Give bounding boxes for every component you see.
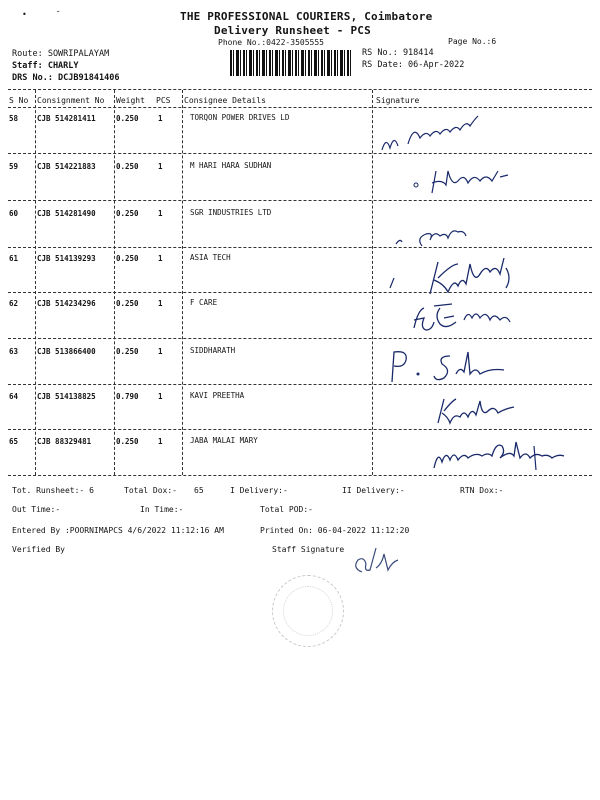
row-sno: 63 [9, 347, 19, 356]
corner-mark: • ˘ [22, 10, 61, 19]
row-pcs: 1 [158, 437, 163, 446]
runsheet-subtitle: Delivery Runsheet - PCS [214, 24, 371, 37]
row-consignee: M HARI HARA SUDHAN [190, 161, 272, 170]
company-title: THE PROFESSIONAL COURIERS, Coimbatore [180, 10, 433, 23]
signature-62 [410, 298, 530, 338]
staff-label: Staff: CHARLY [12, 61, 79, 71]
row-weight: 0.250 [116, 299, 139, 308]
row-consignment: CJB 514281411 [37, 114, 96, 123]
table-top-rule [8, 89, 592, 90]
row-weight: 0.250 [116, 209, 139, 218]
phone-number: Phone No.:0422-3505555 [218, 38, 324, 47]
rs-number: RS No.: 918414 [362, 48, 434, 58]
row-consignee: SGR INDUSTRIES LTD [190, 208, 272, 217]
row-rule [8, 153, 592, 154]
col-weight: Weight [116, 96, 145, 105]
row-consignee: ASIA TECH [190, 253, 231, 262]
entered-by: Entered By :POORNIMAPCS 4/6/2022 11:12:16 AM [12, 526, 224, 535]
row-consignment: CJB 514281490 [37, 209, 96, 218]
col-divider [182, 90, 183, 475]
row-consignment: CJB 514234296 [37, 299, 96, 308]
printed-on: Printed On: 06-04-2022 11:12:20 [260, 526, 410, 535]
barcode [230, 50, 352, 76]
signature-61 [384, 258, 534, 298]
page-number: Page No.:6 [448, 37, 497, 46]
ii-delivery: II Delivery:- [342, 486, 405, 495]
row-consignee: TORQON POWER DRIVES LD [190, 113, 290, 122]
row-consignment: CJB 88329481 [37, 437, 92, 446]
i-delivery: I Delivery:- [230, 486, 288, 495]
row-consignee: JABA MALAI MARY [190, 436, 258, 445]
col-divider [114, 90, 115, 475]
signature-64 [432, 393, 532, 427]
row-consignment: CJB 514139293 [37, 254, 96, 263]
signature-59 [410, 165, 530, 200]
col-sno: S No [9, 96, 29, 105]
row-pcs: 1 [158, 299, 163, 308]
row-weight: 0.250 [116, 114, 139, 123]
col-divider [35, 90, 36, 475]
row-consignee: SIDDHARATH [190, 346, 236, 355]
row-sno: 64 [9, 392, 19, 401]
signature-65 [430, 440, 580, 476]
row-rule [8, 247, 592, 248]
row-pcs: 1 [158, 254, 163, 263]
rtn-dox: RTN Dox:- [460, 486, 504, 495]
rs-date: RS Date: 06-Apr-2022 [362, 60, 465, 70]
row-pcs: 1 [158, 392, 163, 401]
row-consignment: CJB 514221883 [37, 162, 96, 171]
table-header-rule [8, 107, 592, 108]
row-rule [8, 338, 592, 339]
col-pcs: PCS [156, 96, 171, 105]
row-weight: 0.250 [116, 254, 139, 263]
row-weight: 0.250 [116, 347, 139, 356]
row-sno: 62 [9, 299, 19, 308]
row-pcs: 1 [158, 114, 163, 123]
row-sno: 65 [9, 437, 19, 446]
staff-signature-label: Staff Signature [272, 545, 345, 554]
row-consignee: F CARE [190, 298, 218, 307]
total-runsheet: Tot. Runsheet:- 6 [12, 486, 94, 495]
signature-60 [392, 222, 502, 252]
row-rule [8, 200, 592, 201]
row-sno: 60 [9, 209, 19, 218]
row-pcs: 1 [158, 347, 163, 356]
row-consignment: CJB 514138825 [37, 392, 96, 401]
staff-signature-mark [348, 542, 408, 582]
row-sno: 61 [9, 254, 19, 263]
route-label: Route: SOWRIPALAYAM [12, 49, 110, 59]
row-weight: 0.250 [116, 437, 139, 446]
col-divider [372, 90, 373, 475]
verified-by: Verified By [12, 545, 65, 554]
row-sno: 59 [9, 162, 19, 171]
col-signature: Signature [376, 96, 420, 105]
row-weight: 0.790 [116, 392, 139, 401]
drs-number: DRS No.: DCJB91841406 [12, 73, 120, 83]
col-consignee: Consignee Details [184, 96, 266, 105]
out-time: Out Time:- [12, 505, 61, 514]
row-consignment: CJB 513866400 [37, 347, 96, 356]
faded-stamp [272, 575, 344, 647]
signature-63 [384, 346, 524, 386]
in-time: In Time:- [140, 505, 184, 514]
total-dox-value: 65 [194, 486, 204, 495]
row-rule [8, 429, 592, 430]
col-consignment: Consignment No [37, 96, 105, 105]
row-sno: 58 [9, 114, 19, 123]
row-weight: 0.250 [116, 162, 139, 171]
total-dox-label: Total Dox:- [124, 486, 177, 495]
row-consignee: KAVI PREETHA [190, 391, 245, 400]
row-pcs: 1 [158, 209, 163, 218]
signature-58 [378, 110, 498, 158]
row-pcs: 1 [158, 162, 163, 171]
total-pod: Total POD:- [260, 505, 313, 514]
